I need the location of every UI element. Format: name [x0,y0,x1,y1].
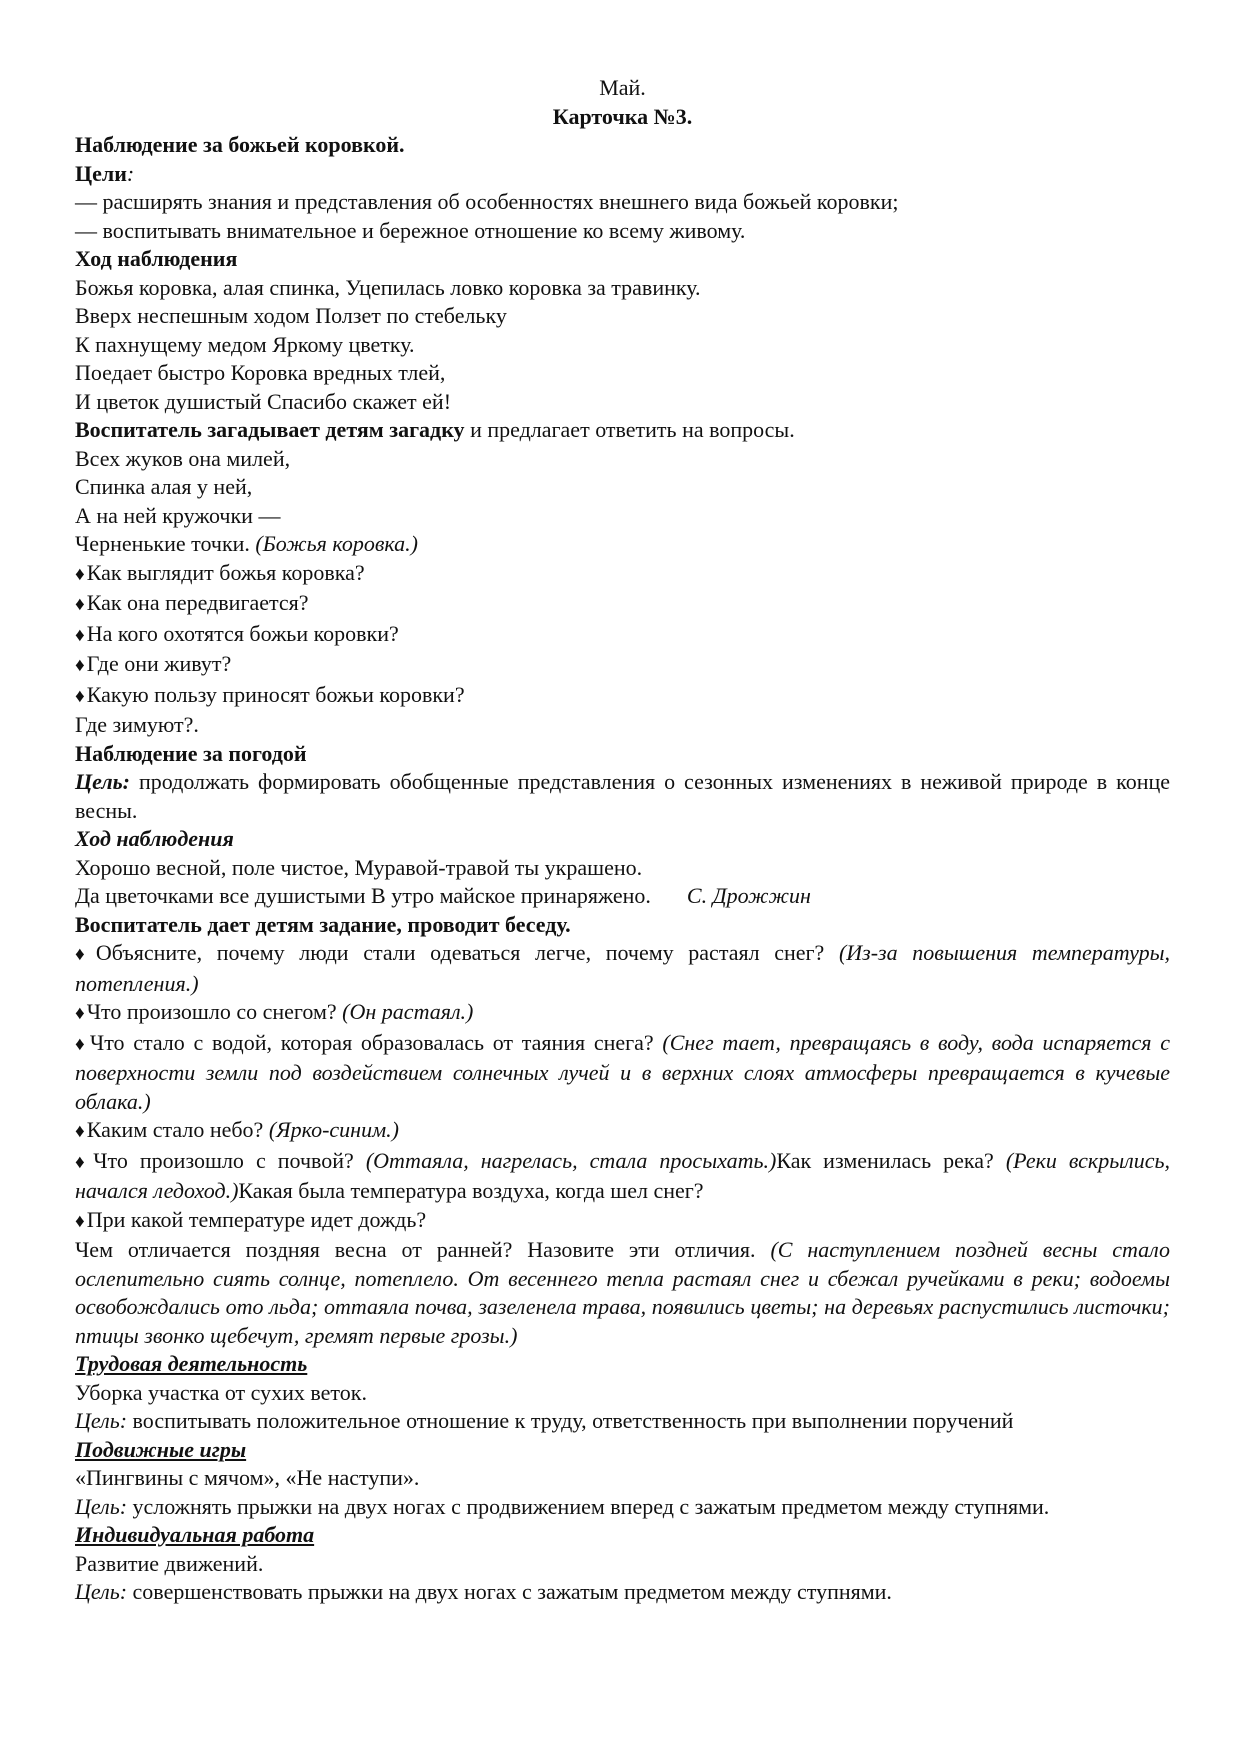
goal-line: — воспитывать внимательное и бережное отношение ко всему живому. [75,217,746,243]
riddle-line: А на ней кружочки — [75,502,281,528]
riddle-line: Спинка алая у ней, [75,474,253,499]
question-item: ♦ При какой температуре идет дождь? [75,1206,1170,1237]
obs2-course-title: Ход наблюдения [75,826,234,851]
question-answer: (Снег тает, превращаясь в воду, вода испаряется с поверхности земли под воздействием солнечных лучей и в верхних слоях атмосферы превращается в кучевые облака.) [75,1029,1170,1114]
obs1-goals-heading [75,160,1170,189]
riddle-last-text: Черненькие точки. [75,531,256,556]
goals-label: Цели [75,160,127,186]
question-answer: (Ярко-синим.) [268,1117,399,1142]
goal-label: Цель: [75,769,130,794]
riddle-intro-rest: и предлагает ответить на вопросы. [464,417,795,442]
question-answer: (Из-за повышения температуры, потепления.) [75,940,1171,996]
poem-line: И цветок душистый Спасибо скажет ей! [75,388,452,414]
goal-text: воспитывать положительное отношение к труду, ответственность при выполнении поручений [127,1408,1014,1433]
riddle-answer: (Божья коровка.) [255,531,418,556]
question-item [75,1147,1170,1206]
goals-colon: : [126,160,135,186]
goal-label: Цель: [75,1579,128,1604]
question-answer: (Реки вскрылись, начался ледоход.) [75,1147,1170,1203]
question-item [75,998,1170,1029]
question-item: ♦ Какую пользу приносят божьи коровки? [75,681,1170,712]
goal-text: усложнять прыжки на двух ногах с продвижением вперед с зажатым предметом между ступнями. [127,1493,1050,1519]
question-text: Каким стало небо? [86,1117,269,1142]
obs2-title: Наблюдение за погодой [75,740,307,766]
games-title: Подвижные игры [75,1436,247,1462]
games-goal [75,1493,1095,1522]
goal-line: — расширять знания и представления об особенностях внешнего вида божьей коровки; [75,189,899,214]
labor-title: Трудовая деятельность [75,1351,308,1376]
question-plain: Где зимуют?. [75,712,199,737]
poem-line: Божья коровка, алая спинка, Уцепилась ловко коровка за травинку. [75,274,701,300]
goal-text: продолжать формировать обобщенные представления о сезонных изменениях в неживой природе в конце весны. [75,769,1170,823]
question-item: ♦ Как она передвигается? [75,589,1170,620]
question-text: Объясните, почему люди стали одеваться легче, почему растаял снег? [95,940,839,965]
labor-text: Уборка участка от сухих веток. [75,1379,367,1405]
games-text: «Пингвины с мячом», «Не наступи». [75,1465,420,1490]
individual-text: Развитие движений. [75,1550,264,1576]
poem-line: К пахнущему медом Яркому цветку. [75,331,415,357]
obs1-title: Наблюдение за божьей коровкой. [75,132,405,157]
question-item: ♦ На кого охотятся божьи коровки? [75,620,1170,651]
poem-line: Хорошо весной, поле чистое, Муравой-травой ты украшено. [75,854,643,880]
riddle-intro-bold: Воспитатель загадывает детям загадку [75,417,465,442]
riddle-line: Всех жуков она милей, [75,445,291,471]
question-text: Как изменилась река? [776,1147,1006,1173]
poem-line: Вверх неспешным ходом Ползет по стебельку [75,303,507,328]
goal-text: совершенствовать прыжки на двух ногах с зажатым предметом между ступнями. [127,1579,892,1604]
question-item [75,1029,1170,1117]
question-text: Какая была температура воздуха, когда шел снег? [238,1178,704,1203]
question-item [75,1116,1170,1147]
month-heading: Май. [599,75,646,100]
question-text: Что стало с водой, которая образовалась от таяния снега? [89,1029,663,1055]
goal-label: Цель: [75,1408,128,1433]
obs2-task-title: Воспитатель дает детям задание, проводит беседу. [75,911,571,937]
poem-line: Поедает быстро Коровка вредных тлей, [75,360,446,385]
question-text: Чем отличается поздняя весна от ранней? Назовите эти отличия. [75,1237,771,1262]
card-title: Карточка №3. [552,103,693,129]
riddle-intro [75,416,1170,445]
individual-goal [75,1578,1170,1607]
poem-line-text: Да цветочками все душистыми В утро майское принаряжено. [75,883,651,908]
goal-label: Цель: [75,1493,128,1519]
obs2-goal [75,768,1170,825]
question-text: Что произошло с почвой? [93,1147,366,1173]
question-text: Что произошло со снегом? [86,999,343,1024]
question-item: ♦ Как выглядит божья коровка? [75,559,1170,590]
poem-author: С. Дрожжин [686,883,811,908]
question-item: ♦ Где они живут? [75,650,1170,681]
individual-title: Индивидуальная работа [75,1522,315,1547]
obs1-course-title: Ход наблюдения [75,246,238,271]
question-plain [75,1236,1170,1350]
question-item [75,939,1170,998]
question-answer: (Он растаял.) [342,999,474,1024]
question-answer: (Оттаяла, нагрелась, стала просыхать.) [365,1147,777,1173]
labor-goal [75,1407,1170,1436]
question-answer: (С наступлением поздней весны стало ослепительно сиять солнце, потеплело. От весеннего тепла растаял снег и сбежал ручейками в реки; водоемы освобождались ото льда; оттаяла почва, зазеленела трава, появились цветы; на деревьях распустились листочки; птицы звонко щебечут, гремят первые грозы.) [75,1237,1171,1348]
riddle-last-line [75,530,1170,559]
poem-line-with-author [75,882,1170,911]
